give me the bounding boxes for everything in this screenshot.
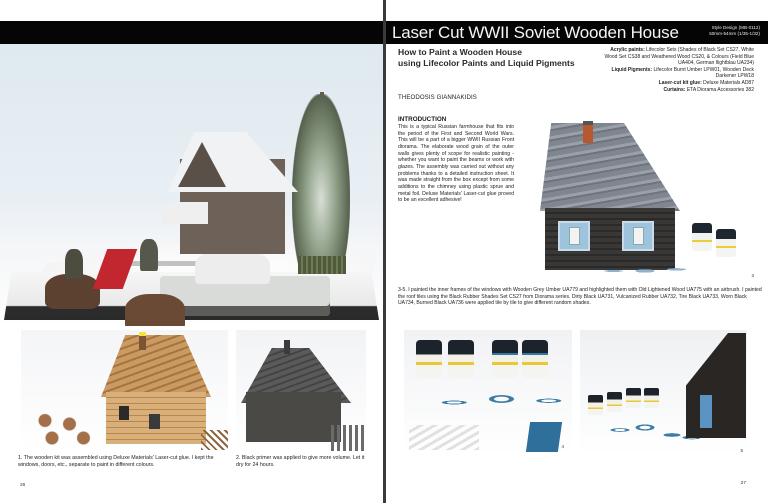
horse	[45, 274, 100, 309]
paint-jar	[416, 340, 442, 378]
caption-steps-3-5: 3-5. I painted the inner frames of the windows with Wooden Grey Umber UA779 and highlighted them with Old Lightened Wood UA775 with an airbrush. I painted the roof tiles using the Black Rubber Shades Set CS27 from Diorama series. Dirty Black UA731, Vulcanized Rubber UA732, Tire Black UA733, Worn Black UA734, Burned Black UA736 were applied tile by tile to give different random shades.	[398, 287, 762, 306]
window-pane	[569, 227, 580, 245]
blue-frames	[600, 263, 690, 279]
paint-jar	[522, 340, 548, 378]
window-opening	[119, 406, 129, 420]
spec-curtains	[604, 87, 754, 94]
author-byline: THEODOSIS GIANNAKIDIS	[398, 94, 477, 101]
step1-photo	[21, 330, 228, 451]
white-window-frames	[409, 425, 479, 450]
materials-list	[604, 47, 754, 93]
paint-jar	[716, 229, 736, 257]
intro-heading: INTRODUCTION	[398, 116, 447, 123]
caption-step2: 2. Black primer was applied to give more volume. Let it dry for 24 hours.	[236, 455, 365, 468]
grey-tiled-roof	[540, 123, 680, 211]
primed-wall	[246, 392, 341, 442]
intro-text: This is a typical Russian farmhouse that fits into the period of the First and Second World Wars. This will be a part of a bigger WWII Russian Front diorama. The elaborate wood grain of the outer walls gives plenty of scope for realistic painting - whether you want to paint the beams or work with glazes. The assembly was carried out without any problems thanks to a detailed instruction sheet. It was made straight from the box except from some additions to the chimney using plastic sprue and metal foil. Deluxe Materials' Laser-cut glue proved to be an excellent adhesive!	[398, 124, 514, 204]
porch-roof	[160, 202, 208, 224]
spec-value: Lifecolor Sets (Shades of Black Set CS27, White Wood Set CS38 and Weathered Wood CS20, & Colours (Field Blue UA404, German Ilightblau UA234)	[604, 47, 754, 67]
spec-value: ETA Diorama Accessories 382	[686, 86, 754, 93]
spec-label: Acrylic paints:	[610, 47, 645, 53]
article-subtitle	[398, 47, 588, 69]
red-chimney	[583, 121, 593, 143]
step2-photo	[236, 330, 366, 451]
step4-photo	[404, 330, 572, 455]
dark-house	[686, 333, 746, 438]
spec-label: Liquid Pigments:	[611, 66, 653, 73]
rider	[65, 249, 83, 279]
kit-manufacturer: Style Design (MB-0112)	[711, 25, 760, 30]
paint-jar	[448, 340, 474, 378]
window-opening	[149, 414, 160, 429]
spec-label: Laser-cut kit glue:	[658, 79, 702, 86]
right-page	[386, 0, 768, 503]
left-page	[0, 0, 383, 503]
hero-diorama-photo	[0, 44, 383, 326]
photo-number-5: 5	[740, 448, 743, 453]
step5-photo	[580, 330, 747, 455]
chimney	[284, 340, 290, 354]
spec-value: Deluxe Materials AD87	[703, 79, 754, 86]
kit-meta	[709, 25, 760, 37]
left-header-bar	[0, 21, 383, 44]
blue-door	[700, 395, 712, 428]
spec-acrylic-paints	[604, 47, 754, 67]
subtitle-line: using Lifecolor Paints and Liquid Pigments	[398, 58, 575, 68]
paint-jar	[588, 395, 603, 415]
title-bar	[386, 21, 768, 44]
subtitle-line: How to Paint a Wooden House	[398, 47, 522, 57]
spec-glue	[604, 80, 754, 87]
photo-number-4: 4	[561, 444, 564, 449]
primed-frames	[331, 425, 366, 451]
rider	[140, 239, 158, 271]
horse	[125, 294, 185, 326]
article-title: Laser Cut WWII Soviet Wooden House	[392, 23, 679, 42]
caption-step1: 1. The wooden kit was assembled using Deluxe Materials' Laser-cut glue. I kept the windows, doors, etc., separate to paint in different colours.	[18, 455, 214, 468]
paint-jar	[607, 392, 622, 412]
chimney	[139, 332, 146, 350]
step3-photo	[520, 113, 758, 284]
paint-jar	[492, 340, 518, 378]
paint-jar	[626, 388, 641, 408]
kit-scale: 50mm-54mm (1/35-1/32)	[709, 31, 760, 37]
photo-number-3: 3	[751, 273, 754, 278]
spec-liquid-pigments	[604, 67, 754, 80]
tank-turret	[195, 254, 270, 284]
spec-value: Lifecolor Burnt Umber LPW01, Wooden Deck Darkener LPW18	[653, 66, 754, 80]
blue-window-frames	[434, 385, 569, 420]
blue-window-frames	[600, 420, 700, 445]
blue-shuttered-window	[558, 221, 590, 251]
paint-jar	[692, 223, 712, 251]
page-number-right: 27	[740, 481, 746, 486]
blue-shuttered-window	[622, 221, 654, 251]
snowy-fir-tree	[292, 94, 350, 269]
blue-door	[526, 422, 562, 452]
page-number-left: 26	[20, 483, 26, 488]
wooden-roof	[101, 335, 211, 397]
paint-jar	[644, 388, 659, 408]
spec-label: Curtains:	[663, 86, 686, 93]
window-pane	[633, 227, 644, 245]
window-frames	[201, 430, 228, 450]
loose-frames	[31, 410, 101, 445]
fence	[298, 256, 346, 274]
